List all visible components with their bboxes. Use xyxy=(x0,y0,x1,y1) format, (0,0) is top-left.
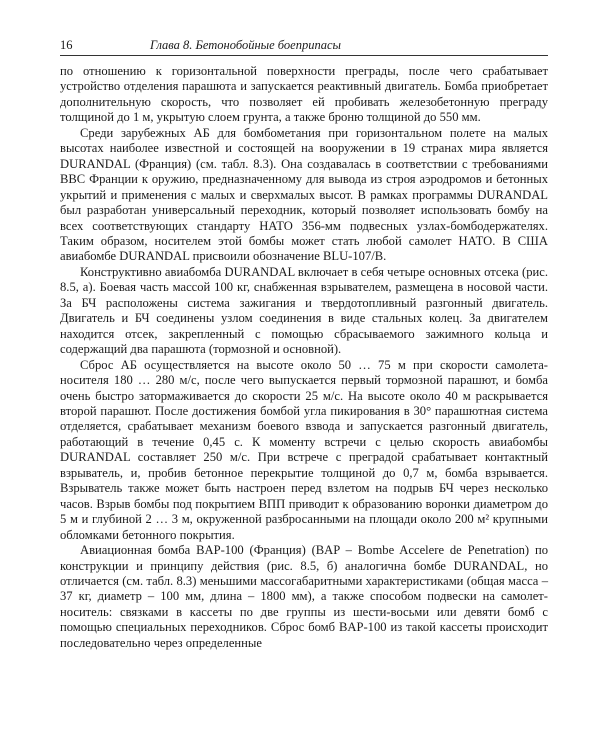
paragraph-2: Среди зарубежных АБ для бомбометания при горизонтальном полете на малых высотах наиболее известной и состоящей на вооружении в 19 странах мира является DURANDAL (Франция) (см. табл. 8.3). Она создавалась в соответствии с требованиями ВВС Франции к оружию, предназначенному для вывода из строя аэродромов и бетонных укрытий и применения с малых и сверхмалых высот. В рамках программы DURANDAL был разработан универсальный переходник, который позволяет использовать бомбу на всех соответствующих стандарту НАТО 356-мм подвесных узлах-бомбодержателях. Таким образом, носителем этой бомбы может стать любой самолет НАТО. В США авиабомбе DURANDAL присвоили обозначение BLU-107/B. xyxy=(60,125,548,264)
paragraph-3: Конструктивно авиабомба DURANDAL включает в себя четыре основных отсека (рис. 8.5, а). Боевая часть массой 100 кг, снабженная взрывателем, размещена в носовой части. За БЧ расположены система зажигания и твердотопливный разгонный двигатель. Двигатель и БЧ соединены узлом соединения в виде стальных колец. За двигателем находится отсек, закрепленный с помощью сбрасываемого зажимного кольца и содержащий два парашюта (тормозной и основной). xyxy=(60,264,548,357)
paragraph-5: Авиационная бомба BAP-100 (Франция) (BAP – Bombe Accelere de Penetration) по конструкции и принципу действия (рис. 8.5, б) аналогична бомбе DURANDAL, но отличается (см. табл. 8.3) меньшими массогабаритными характеристиками (общая масса – 37 кг, диаметр – 100 мм, длина – 1800 мм), а также способом подвески на самолет-носитель: связками в кассеты по две группы из шести-восьми или девяти бомб с помощью специальных переходников. Сброс бомб BAP-100 из такой кассеты происходит последовательно через определенные xyxy=(60,543,548,650)
running-header xyxy=(60,38,548,56)
paragraph-4: Сброс АБ осуществляется на высоте около 50 … 75 м при скорости самолета-носителя 180 … 280 м/с, после чего выпускается первый тормозной парашют, и бомба очень быстро затормаживается до скорости 25 м/с. На высоте около 40 м раскрывается второй парашют. После достижения бомбой угла пикирования в 30° парашютная система отделяется, срабатывает механизм боевого взвода и запускается разгонный двигатель, работающий в течение 0,45 с. К моменту встречи с целью скорость авиабомбы DURANDAL составляет 250 м/с. При встрече с преградой срабатывает контактный взрыватель, и, пробив бетонное перекрытие толщиной до 0,7 м, бомба взрывается. Взрыватель также может быть настроен перед взлетом на подрыв БЧ через несколько часов. Взрыв бомбы под покрытием ВПП приводит к образованию воронки диаметром до 5 м и глубиной 2 … 3 м, окруженной разбросанными на площади около 200 м² крупными обломками бетонного покрытия. xyxy=(60,357,548,542)
chapter-title: Глава 8. Бетонобойные боеприпасы xyxy=(150,38,341,52)
paragraph-1: по отношению к горизонтальной поверхности преграды, после чего срабатывает устройство отделения парашюта и запускается реактивный двигатель. Бомба приобретает дополнительную скорость, что позволяет ей пробивать железобетонную преграду толщиной до 1 м, укрытую слоем грунта, а также броню толщиной до 550 мм. xyxy=(60,64,548,125)
page-number: 16 xyxy=(60,38,73,52)
